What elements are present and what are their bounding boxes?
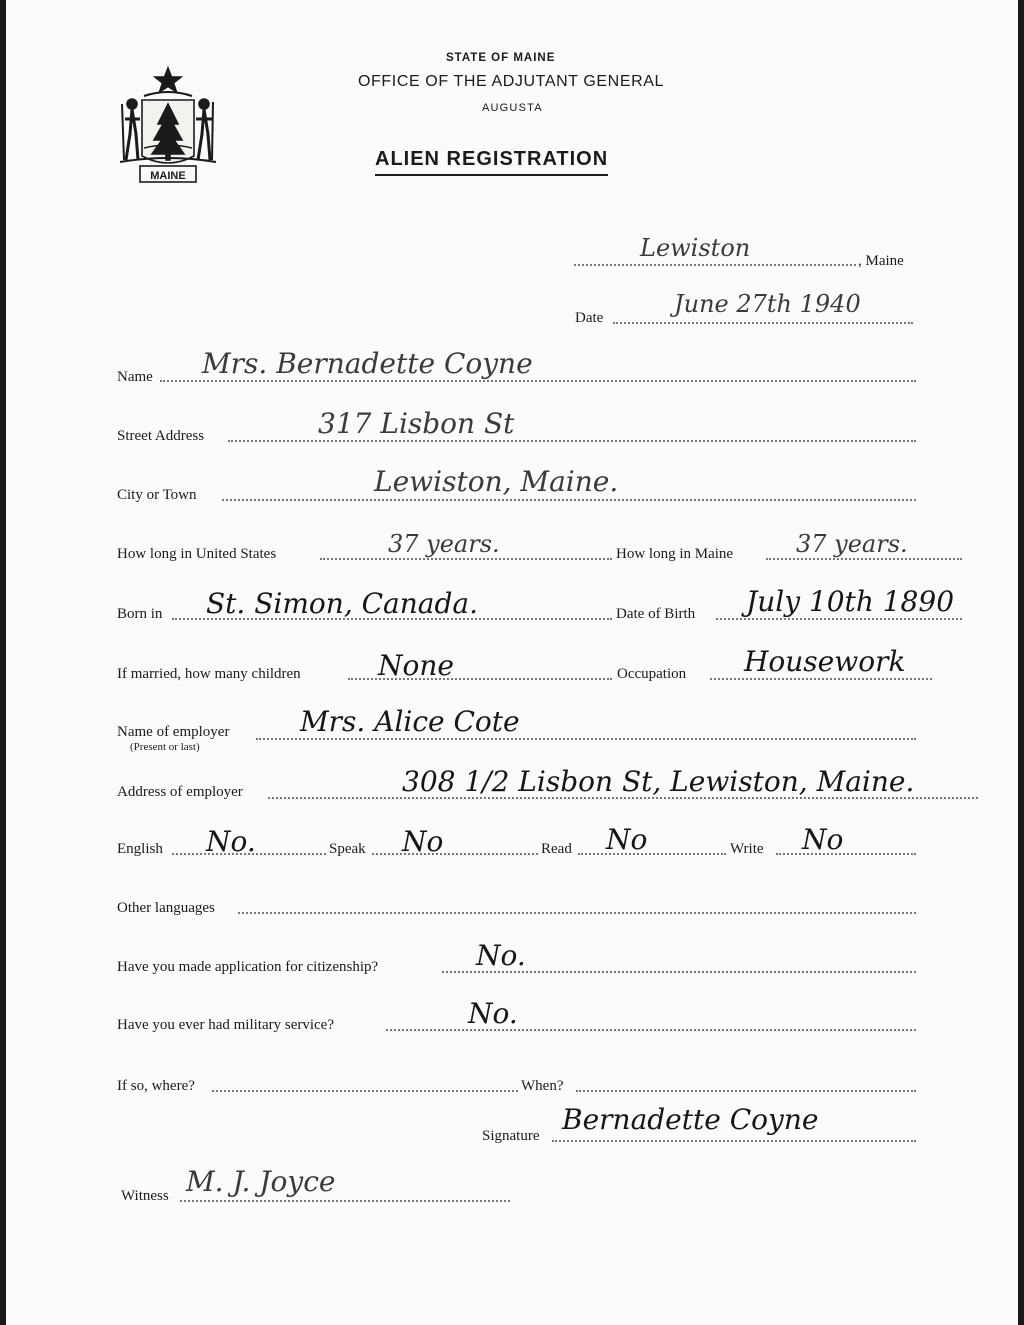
entry-employer-name: Mrs. Alice Cote xyxy=(300,705,520,738)
entry-write: No xyxy=(802,823,844,856)
label-witness: Witness xyxy=(121,1188,169,1204)
entry-how-long-us: 37 years. xyxy=(388,530,500,558)
label-speak: Speak xyxy=(329,841,366,857)
label-maine: , Maine xyxy=(858,253,904,269)
label-if-so-where: If so, where? xyxy=(117,1078,195,1094)
label-how-long-maine: How long in Maine xyxy=(616,546,734,562)
label-when: When? xyxy=(521,1078,564,1094)
entry-speak: No xyxy=(402,825,444,858)
entry-name: Mrs. Bernadette Coyne xyxy=(202,347,533,380)
label-street-address: Street Address xyxy=(117,428,205,444)
label-write: Write xyxy=(730,841,764,857)
label-children: If married, how many children xyxy=(117,666,301,682)
label-read: Read xyxy=(541,841,572,857)
label-occupation: Occupation xyxy=(617,666,687,682)
label-employer-name: Name of employer xyxy=(117,724,230,740)
header-office: OFFICE OF THE ADJUTANT GENERAL xyxy=(358,73,665,90)
entry-employer-address: 308 1/2 Lisbon St, Lewiston, Maine. xyxy=(402,765,915,798)
label-employer-address: Address of employer xyxy=(117,784,243,800)
label-date-of-birth: Date of Birth xyxy=(616,606,696,622)
label-employer-name-note: (Present or last) xyxy=(130,741,200,753)
label-citizenship: Have you made application for citizenship? xyxy=(117,959,379,975)
entry-witness: M. J. Joyce xyxy=(186,1165,336,1198)
label-other-languages: Other languages xyxy=(117,900,215,916)
entry-street-address: 317 Lisbon St xyxy=(318,407,515,440)
seal-motto: MAINE xyxy=(150,170,186,182)
state-seal-icon xyxy=(114,64,222,190)
entry-children: None xyxy=(378,649,454,682)
header-city: AUGUSTA xyxy=(482,102,543,114)
entry-signature: Bernadette Coyne xyxy=(562,1103,819,1136)
label-city-or-town: City or Town xyxy=(117,487,197,503)
entry-occupation: Housework xyxy=(744,645,906,678)
label-signature: Signature xyxy=(482,1128,540,1144)
label-military: Have you ever had military service? xyxy=(117,1017,334,1033)
entry-city-or-town: Lewiston, Maine. xyxy=(374,465,619,498)
label-date: Date xyxy=(575,310,604,326)
entry-town: Lewiston xyxy=(640,234,751,262)
label-name: Name xyxy=(117,369,153,385)
entry-date-of-birth: July 10th 1890 xyxy=(746,585,955,618)
entry-military: No. xyxy=(468,997,518,1030)
entry-how-long-maine: 37 years. xyxy=(796,530,908,558)
label-english: English xyxy=(117,841,163,857)
entry-date: June 27th 1940 xyxy=(674,290,861,318)
entry-born-in: St. Simon, Canada. xyxy=(206,587,478,620)
entry-english: No. xyxy=(206,825,256,858)
label-how-long-us: How long in United States xyxy=(117,546,277,562)
entry-read: No xyxy=(606,823,648,856)
entry-citizenship: No. xyxy=(476,939,526,972)
label-born-in: Born in xyxy=(117,606,163,622)
header-state: STATE OF MAINE xyxy=(446,52,556,64)
form-title: ALIEN REGISTRATION xyxy=(375,148,608,176)
